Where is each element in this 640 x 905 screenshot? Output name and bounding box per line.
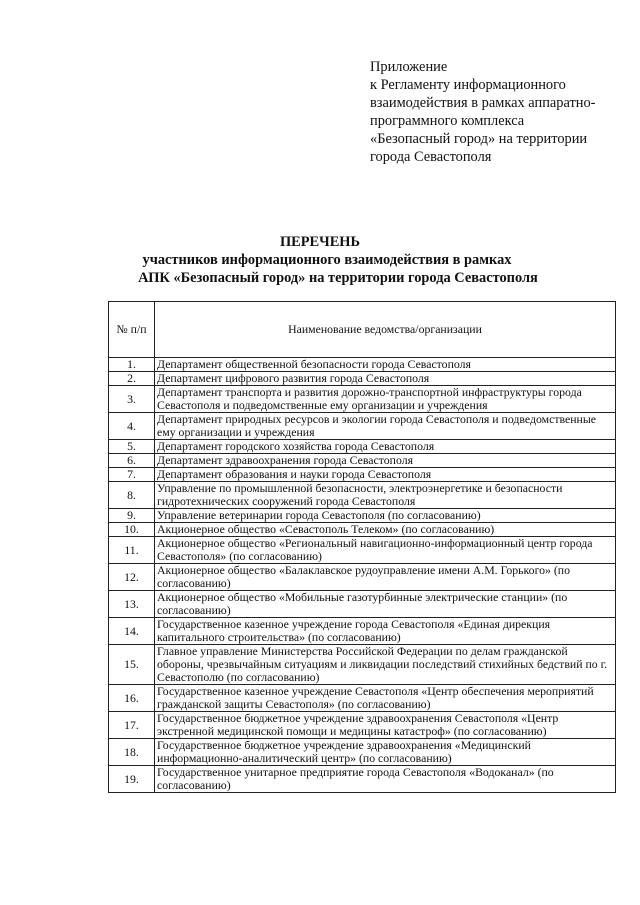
table-row: [109, 618, 616, 645]
organization-name: Департамент городского хозяйства города Севастополя: [155, 440, 616, 454]
table-row: [109, 509, 616, 523]
participants-table: [108, 301, 616, 793]
table-row: [109, 523, 616, 537]
organization-name: Управление по промышленной безопасности, электроэнергетике и безопасности гидротехнических сооружений города Севастополя: [155, 482, 616, 509]
title-line-1: ПЕРЕЧЕНЬ: [279, 234, 361, 250]
organization-name: Акционерное общество «Мобильные газотурбинные электрические станции» (по согласованию): [155, 591, 616, 618]
table-row: [109, 454, 616, 468]
appendix-line: к Регламенту информационного: [370, 77, 566, 93]
table-row: [109, 564, 616, 591]
title-line-2: участников информационного взаимодействия в рамках: [142, 252, 512, 268]
appendix-line: «Безопасный город» на территории: [370, 131, 588, 147]
table-row: [109, 440, 616, 454]
row-number: 4.: [109, 413, 155, 440]
table-row: [109, 413, 616, 440]
appendix-line: города Севастополя: [370, 149, 492, 165]
organization-name: Государственное унитарное предприятие города Севастополя «Водоканал» (по согласованию): [155, 766, 616, 793]
row-number: 18.: [109, 739, 155, 766]
organization-name: Государственное казенное учреждение города Севастополя «Единая дирекция капитального строительства» (по согласованию): [155, 618, 616, 645]
table-header-row: [109, 302, 616, 358]
document-title: [0, 233, 640, 287]
organization-name: Департамент здравоохранения города Севастополя: [155, 454, 616, 468]
row-number: 8.: [109, 482, 155, 509]
organization-name: Государственное бюджетное учреждение здравоохранения Севастополя «Центр экстренной медицинской помощи и медицины катастроф» (по согласованию): [155, 712, 616, 739]
organization-name: Акционерное общество «Севастополь Телеком» (по согласованию): [155, 523, 616, 537]
title-line-3: АПК «Безопасный город» на территории города Севастополя: [138, 270, 538, 286]
appendix-line: Приложение: [370, 59, 448, 75]
row-number: 13.: [109, 591, 155, 618]
row-number: 16.: [109, 685, 155, 712]
organization-name: Департамент цифрового развития города Севастополя: [155, 372, 616, 386]
table-row: [109, 685, 616, 712]
row-number: 14.: [109, 618, 155, 645]
table-row: [109, 712, 616, 739]
row-number: 19.: [109, 766, 155, 793]
organization-name: Акционерное общество «Региональный навигационно-информационный центр города Севастополя» (по согласованию): [155, 537, 616, 564]
table-row: [109, 645, 616, 685]
table-row: [109, 386, 616, 413]
appendix-line: программного комплекса: [370, 113, 525, 129]
row-number: 12.: [109, 564, 155, 591]
row-number: 15.: [109, 645, 155, 685]
appendix-note: [370, 58, 632, 166]
organization-name: Департамент природных ресурсов и экологии города Севастополя и подведомственные ему организации и учреждения: [155, 413, 616, 440]
header-organization: Наименование ведомства/организации: [155, 302, 616, 358]
table-row: [109, 468, 616, 482]
organization-name: Департамент общественной безопасности города Севастополя: [155, 358, 616, 372]
table-row: [109, 537, 616, 564]
row-number: 2.: [109, 372, 155, 386]
table-row: [109, 739, 616, 766]
organization-name: Государственное казенное учреждение Севастополя «Центр обеспечения мероприятий гражданской защиты Севастополя» (по согласованию): [155, 685, 616, 712]
organization-name: Управление ветеринарии города Севастополя (по согласованию): [155, 509, 616, 523]
header-number: № п/п: [109, 302, 155, 358]
row-number: 11.: [109, 537, 155, 564]
row-number: 1.: [109, 358, 155, 372]
organization-name: Департамент транспорта и развития дорожно-транспортной инфраструктуры города Севастополя и подведомственные ему организации и учреждения: [155, 386, 616, 413]
row-number: 5.: [109, 440, 155, 454]
row-number: 17.: [109, 712, 155, 739]
row-number: 3.: [109, 386, 155, 413]
organization-name: Департамент образования и науки города Севастополя: [155, 468, 616, 482]
table-row: [109, 766, 616, 793]
table-row: [109, 591, 616, 618]
row-number: 6.: [109, 454, 155, 468]
table-row: [109, 358, 616, 372]
row-number: 10.: [109, 523, 155, 537]
organization-name: Главное управление Министерства Российской Федерации по делам гражданской обороны, чрезвычайным ситуациям и ликвидации последствий стихийных бедствий по г. Севастополю (по согласованию): [155, 645, 616, 685]
organization-name: Государственное бюджетное учреждение здравоохранения «Медицинский информационно-аналитический центр» (по согласованию): [155, 739, 616, 766]
table-row: [109, 482, 616, 509]
organization-name: Акционерное общество «Балаклавское рудоуправление имени А.М. Горького» (по согласованию): [155, 564, 616, 591]
table-row: [109, 372, 616, 386]
row-number: 7.: [109, 468, 155, 482]
table-body: [109, 358, 616, 793]
row-number: 9.: [109, 509, 155, 523]
appendix-line: взаимодействия в рамках аппаратно-: [370, 95, 596, 111]
